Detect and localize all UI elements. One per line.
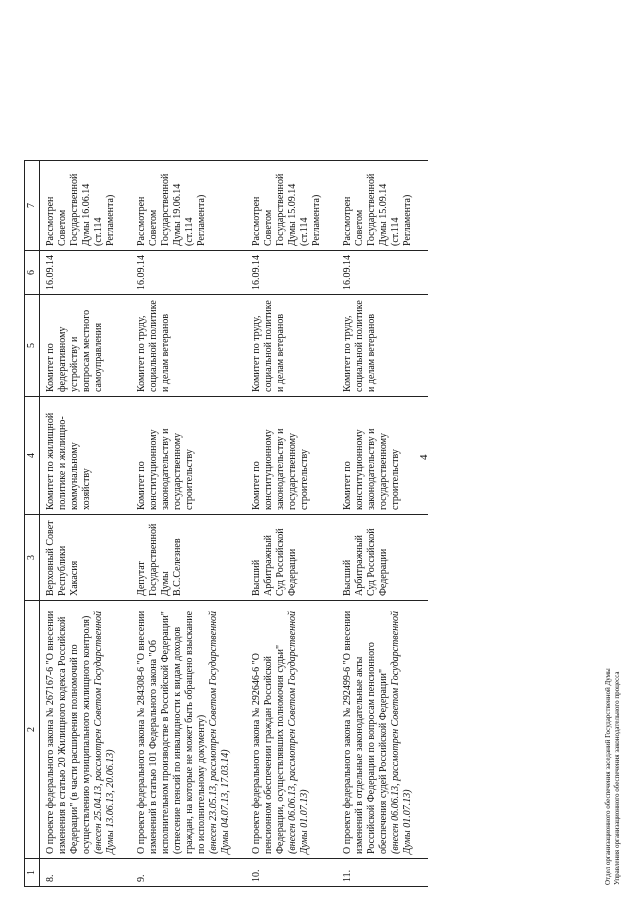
- bill-title-cell: [131, 601, 246, 859]
- column-number-header: [25, 161, 40, 887]
- column-header-3: 3: [25, 515, 40, 601]
- footer-line-1: Отдел организационного обеспечения заседаний Государственной Думы: [604, 668, 612, 885]
- column-header-5: 5: [25, 295, 40, 397]
- page-number: 4: [418, 454, 430, 460]
- table-row: [246, 161, 337, 887]
- row-number: 11.: [337, 859, 428, 887]
- bill-committee: Комитет по жилищной политике и жилищно-коммунальному хозяйству: [40, 397, 132, 515]
- bill-title-cell: [246, 601, 337, 859]
- table-row: [337, 161, 428, 887]
- bill-title-cell: [337, 601, 428, 859]
- bill-note: (внесен 25.04.13, рассмотрен Советом Государственной Думы 13.06.13, 20.06.13): [93, 610, 116, 854]
- bill-status: Рассмотрен Советом Государственной Думы 16.06.14 (ст.114 Регламента): [40, 161, 132, 251]
- bill-status: Рассмотрен Советом Государственной Думы 15.09.14 (ст.114 Регламента): [246, 161, 337, 251]
- bill-note: (внесен 06.06.13, рассмотрен Советом Государственной Думы 01.07.13): [287, 610, 310, 854]
- bill-author: Высший Арбитражный Суд Российской Федерации: [337, 515, 428, 601]
- column-header-1: 1: [25, 859, 40, 887]
- table-row: [131, 161, 246, 887]
- bill-note: (внесен 06.06.13, рассмотрен Советом Государственной Думы 01.07.13): [390, 610, 413, 854]
- bill-responsible-committee: Комитет по труду, социальной политике и делам ветеранов: [337, 295, 428, 397]
- bill-committee: Комитет по конституционному законодательству и государственному строительству: [246, 397, 337, 515]
- bill-title: О проекте федерального закона № 267167-6 "О внесении изменения в статью 20 Жилищного кодекса Российской Федерации" (в части расширения полномочий по осуществлению муниципального жилищного контроля): [45, 610, 92, 854]
- column-header-4: 4: [25, 397, 40, 515]
- bill-responsible-committee: Комитет по труду, социальной политике и делам ветеранов: [246, 295, 337, 397]
- agenda-table: [24, 160, 428, 887]
- bill-author: Верховный Совет Республики Хакасия: [40, 515, 132, 601]
- bill-date: 16.09.14: [337, 251, 428, 295]
- document-footer: [604, 668, 622, 885]
- bill-date: 16.09.14: [246, 251, 337, 295]
- column-header-7: 7: [25, 161, 40, 251]
- bill-responsible-committee: Комитет по труду, социальной политике и делам ветеранов: [131, 295, 246, 397]
- bill-status: Рассмотрен Советом Государственной Думы 15.09.14 (ст.114 Регламента): [337, 161, 428, 251]
- bill-title: О проекте федерального закона № 284308-6 "О внесении изменений в статью 101 Федерального закона "Об исполнительном производстве в Российской Федерации" (отнесение пенсий по инвалидности к видам доходов граждан, на которые не может быть обращено взыскание по исполнительному документу): [136, 610, 207, 854]
- column-header-2: 2: [25, 601, 40, 859]
- bill-author: Депутат Государственной Думы В.С.Селезнев: [131, 515, 246, 601]
- bill-date: 16.09.14: [131, 251, 246, 295]
- footer-line-2: Управления организационного обеспечения законодательного процесса: [613, 671, 621, 885]
- bill-title-cell: [40, 601, 132, 859]
- bill-committee: Комитет по конституционному законодательству и государственному строительству: [337, 397, 428, 515]
- row-number: 8.: [40, 859, 132, 887]
- bill-status: Рассмотрен Советом Государственной Думы 19.06.14 (ст.114 Регламента): [131, 161, 246, 251]
- bill-title: О проекте федерального закона № 292499-6 "О внесении изменений в отдельные законодательные акты Российской Федерации по вопросам пенсионного обеспечения судей Российской Федерации": [342, 610, 389, 854]
- table-row: [40, 161, 132, 887]
- bill-date: 16.09.14: [40, 251, 132, 295]
- bill-note: (внесен 23.05.13, рассмотрен Советом Государственной Думы 04.07.13, 17.03.14): [208, 610, 231, 854]
- row-number: 10.: [246, 859, 337, 887]
- bill-committee: Комитет по конституционному законодательству и государственному строительству: [131, 397, 246, 515]
- row-number: 9.: [131, 859, 246, 887]
- bill-title: О проекте федерального закона № 292646-6 "О пенсионном обеспечении граждан Российской Федерации, осуществлявших полномочия судьи": [251, 644, 286, 854]
- bill-author: Высший Арбитражный Суд Российской Федерации: [246, 515, 337, 601]
- bill-responsible-committee: Комитет по федеративному устройству и вопросам местного самоуправления: [40, 295, 132, 397]
- column-header-6: 6: [25, 251, 40, 295]
